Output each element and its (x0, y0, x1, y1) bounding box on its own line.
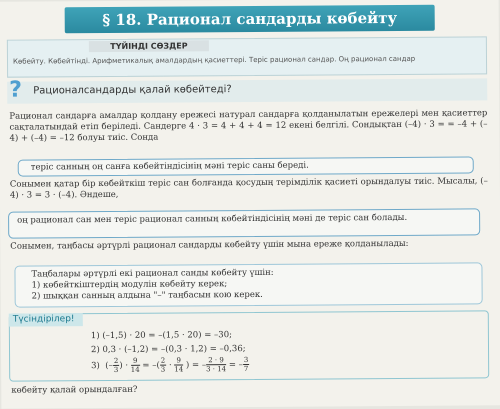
key-words-heading: ТҮЙІНДІ СӨЗДЕР (89, 40, 209, 52)
example-3-label: 3) (91, 361, 100, 372)
fraction-b: $\frac{9}{14}$ (130, 356, 140, 374)
rule-1-text: теріс санның оң санға көбейтіндісінің мәні теріс саны береді. (30, 160, 309, 173)
rule-3-line-2: 1) көбейткіштердің модулін көбейту керек; (31, 279, 228, 291)
example-3: 3) (– $\frac{2}{3}$ ) · $\frac{9}{14}$ = –( $\frac{2}{3}$ · $\frac{9}{14}$ ) = – $\frac{2 \cdot 9}{3 \cdot 14}$ = – $\frac{3}{7}$ (91, 356, 249, 374)
example-2: 2) 0,3 · (–1,2) = –(0,3 · 1,2) = –0,36; (90, 344, 246, 356)
explanation-heading: Түсіндірілер! (9, 313, 83, 327)
fraction-a-repeat: $\frac{2}{3}$ (160, 356, 166, 374)
rule-box-3 (14, 262, 482, 307)
paragraph-2: Сонымен қатар бір көбейткіш теріс сан болғанда қосудың терімділік қасиеті орындалуы тиіс. Мысалы, (–4) · 3 = 3 · (–4). Әндеше, (9, 176, 488, 201)
rule-3-line-1: Таңбалары әртүрлі екі рационал санды көбейту үшін: (31, 267, 274, 280)
paragraph-3: Сонымен, таңбасы әртүрлі рационал сандарды көбейту үшін мына ереже қолданылады: (10, 238, 409, 252)
rule-box-1 (18, 156, 474, 176)
fraction-d: $\frac{3}{7}$ (243, 356, 249, 374)
fraction-b-repeat: $\frac{9}{14}$ (174, 356, 184, 374)
question-mark-icon: ? (9, 77, 23, 103)
fraction-c: $\frac{2 \cdot 9}{3 \cdot 14}$ (206, 356, 227, 374)
fraction-a: $\frac{2}{3}$ (113, 356, 119, 374)
rule-2-text: оң рационал сан мен теріс рационал санның көбейтіндісінің мәні де теріс сан болады. (17, 212, 408, 226)
rule-3-line-3: 2) шыққан санның алдына "–" таңбасын кою керек. (31, 289, 263, 302)
key-words-text: Көбейту. Көбейтінді. Арифметикалық амалдардың қасиеттері. Теріс рационал сандар. Оң рационал сандар (12, 54, 416, 66)
question-text: Рационалсандарды қалай көбейтеді? (33, 84, 232, 97)
example-1: 1) (–1,5) · 20 = –(1,5 · 20) = –30; (90, 330, 233, 342)
rule-box-2 (8, 208, 480, 238)
bottom-question: көбейту қалай орындалған? (11, 384, 138, 396)
section-title: § 18. Рационал сандарды көбейту (65, 5, 435, 34)
intro-paragraph: Рационал сандарға амалдар қолдану ережесі натурал сандарға қолданылатын ережелері мен қасиеттер сақталатындай етіп беріледі. Сандерге 4 · 3 = 4 + 4 + 4 = 12 екені белгілі. Сондықтан (–4) · 3 = = –4 + (–4) + (–4) = –12 болуы тиіс. Сонда (9, 108, 488, 144)
